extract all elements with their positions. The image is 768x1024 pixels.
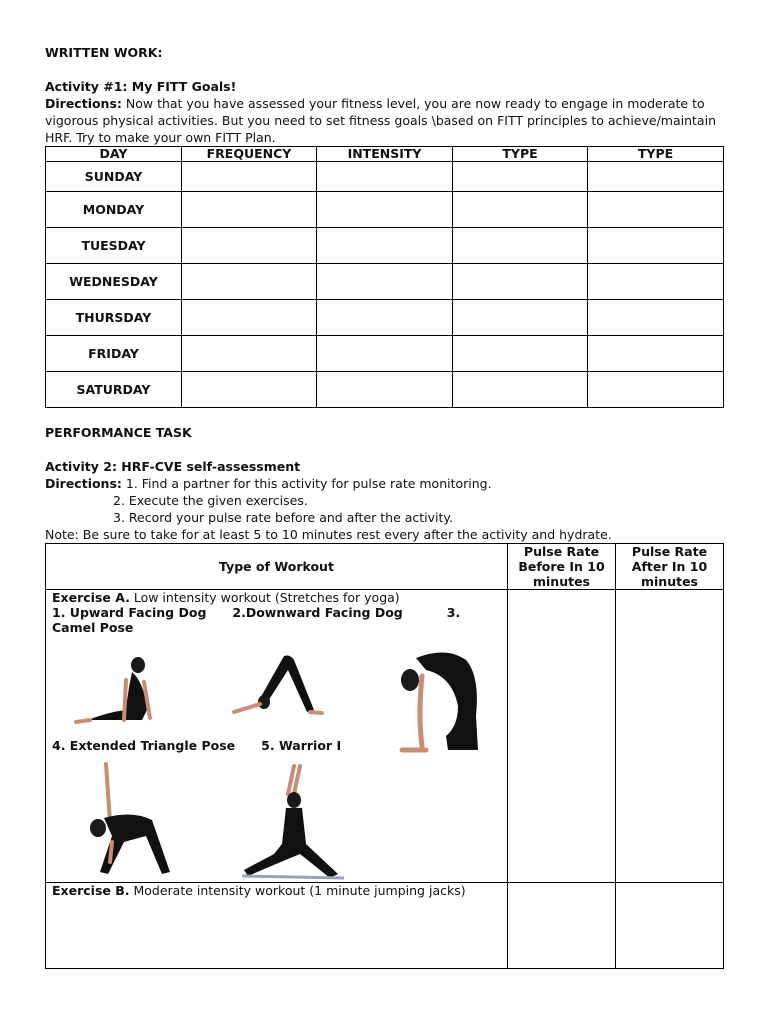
- pose-label-upward-dog: 1. Upward Facing Dog: [52, 605, 207, 620]
- input-cell[interactable]: [453, 192, 588, 228]
- poses-row-1: [46, 605, 507, 620]
- exercise-a-row: [46, 590, 724, 883]
- input-cell[interactable]: [317, 372, 453, 408]
- exercise-a-heading: [46, 590, 507, 605]
- directions-label: Directions:: [45, 96, 122, 111]
- input-cell[interactable]: [588, 264, 724, 300]
- exercise-a-cell: [46, 590, 508, 883]
- input-cell[interactable]: [317, 336, 453, 372]
- exercise-a-label: Exercise A.: [52, 590, 130, 605]
- table-row: [46, 372, 724, 408]
- table-row: [46, 300, 724, 336]
- pose-label-warrior: 5. Warrior I: [261, 738, 342, 753]
- header-day: DAY: [46, 147, 182, 162]
- day-cell: WEDNESDAY: [46, 264, 182, 300]
- day-cell: FRIDAY: [46, 336, 182, 372]
- fitt-plan-table: [45, 146, 724, 408]
- header-type-2: TYPE: [588, 147, 724, 162]
- triangle-pose-figure: [76, 762, 176, 878]
- fitt-header-row: [46, 147, 724, 162]
- pulse-after-line2: After In 10: [631, 559, 708, 574]
- downward-dog-figure: [224, 650, 334, 720]
- pulse-before-line1: Pulse Rate: [523, 544, 600, 559]
- input-cell[interactable]: [453, 300, 588, 336]
- activity1-title: Activity #1: My FITT Goals!: [45, 79, 237, 94]
- header-pulse-before: [508, 544, 616, 590]
- input-cell[interactable]: [453, 372, 588, 408]
- input-cell[interactable]: [317, 264, 453, 300]
- input-cell[interactable]: [182, 264, 317, 300]
- header-type: TYPE: [453, 147, 588, 162]
- performance-task-title: PERFORMANCE TASK: [45, 425, 192, 440]
- camel-pose-figure: [396, 646, 491, 756]
- input-cell[interactable]: [182, 300, 317, 336]
- input-cell[interactable]: [317, 300, 453, 336]
- activity2-note: Note: Be sure to take for at least 5 to 10 minutes rest every after the activity and hydrate.: [45, 527, 612, 542]
- table-row: [46, 162, 724, 192]
- directions-label: Directions:: [45, 476, 122, 491]
- activity1-directions-line1: [45, 95, 723, 112]
- day-cell: MONDAY: [46, 192, 182, 228]
- table-row: [46, 336, 724, 372]
- table-row: [46, 228, 724, 264]
- activity2-step1: [45, 475, 723, 492]
- input-cell[interactable]: [182, 162, 317, 192]
- input-cell[interactable]: [182, 228, 317, 264]
- pose-label-camel-number: 3.: [446, 605, 461, 620]
- pulse-before-line3: minutes: [532, 574, 590, 589]
- workout-table: [45, 543, 724, 969]
- warrior-pose-figure: [236, 764, 356, 882]
- pulse-after-line3: minutes: [640, 574, 698, 589]
- table-row: [46, 192, 724, 228]
- input-cell[interactable]: [317, 162, 453, 192]
- header-intensity: INTENSITY: [317, 147, 453, 162]
- day-cell: SATURDAY: [46, 372, 182, 408]
- workout-header-row: [46, 544, 724, 590]
- input-cell[interactable]: [588, 162, 724, 192]
- written-work-title: WRITTEN WORK:: [45, 45, 163, 60]
- input-cell[interactable]: [588, 372, 724, 408]
- input-cell[interactable]: [453, 228, 588, 264]
- input-cell[interactable]: [588, 192, 724, 228]
- document-page: [45, 44, 723, 969]
- table-row: [46, 264, 724, 300]
- header-frequency: FREQUENCY: [182, 147, 317, 162]
- day-cell: SUNDAY: [46, 162, 182, 192]
- poses-row-2: [46, 738, 347, 753]
- day-cell: TUESDAY: [46, 228, 182, 264]
- input-cell[interactable]: [453, 162, 588, 192]
- exercise-a-desc: Low intensity workout (Stretches for yoga): [129, 590, 400, 605]
- activity2-step2: 2. Execute the given exercises.: [113, 493, 308, 508]
- input-cell[interactable]: [453, 264, 588, 300]
- pose-label-triangle: 4. Extended Triangle Pose: [52, 738, 236, 753]
- input-cell[interactable]: [182, 192, 317, 228]
- pulse-before-line2: Before In 10: [518, 559, 605, 574]
- upward-dog-figure: [68, 650, 178, 730]
- exercise-b-desc: Moderate intensity workout (1 minute jumping jacks): [129, 883, 466, 898]
- input-cell[interactable]: [317, 192, 453, 228]
- exercise-b-heading: [46, 883, 507, 898]
- activity1-directions-line2: vigorous physical activities. But you need to set fitness goals \based on FITT principles to achieve/maintain: [45, 113, 716, 128]
- input-cell[interactable]: [182, 336, 317, 372]
- pulse-before-input-b[interactable]: [508, 883, 616, 969]
- input-cell[interactable]: [182, 372, 317, 408]
- input-cell[interactable]: [588, 228, 724, 264]
- step1-text: 1. Find a partner for this activity for pulse rate monitoring.: [121, 476, 492, 491]
- directions-text: Now that you have assessed your fitness level, you are now ready to engage in moderate to: [121, 96, 705, 111]
- input-cell[interactable]: [453, 336, 588, 372]
- pose-label-camel: Camel Pose: [52, 620, 134, 635]
- input-cell[interactable]: [317, 228, 453, 264]
- activity2-step3: 3. Record your pulse rate before and after the activity.: [113, 510, 454, 525]
- header-type-of-workout: Type of Workout: [46, 544, 508, 590]
- exercise-b-cell: [46, 883, 508, 969]
- pulse-after-line1: Pulse Rate: [631, 544, 708, 559]
- exercise-b-row: [46, 883, 724, 969]
- header-pulse-after: [616, 544, 724, 590]
- activity1-directions-line3: HRF. Try to make your own FITT Plan.: [45, 130, 276, 145]
- pulse-after-input-b[interactable]: [616, 883, 724, 969]
- activity2-title: Activity 2: HRF-CVE self-assessment: [45, 459, 301, 474]
- input-cell[interactable]: [588, 300, 724, 336]
- day-cell: THURSDAY: [46, 300, 182, 336]
- exercise-b-label: Exercise B.: [52, 883, 130, 898]
- pulse-before-input-a[interactable]: [508, 590, 616, 883]
- pose-label-downward-dog: 2.Downward Facing Dog: [232, 605, 403, 620]
- input-cell[interactable]: [588, 336, 724, 372]
- pulse-after-input-a[interactable]: [616, 590, 724, 883]
